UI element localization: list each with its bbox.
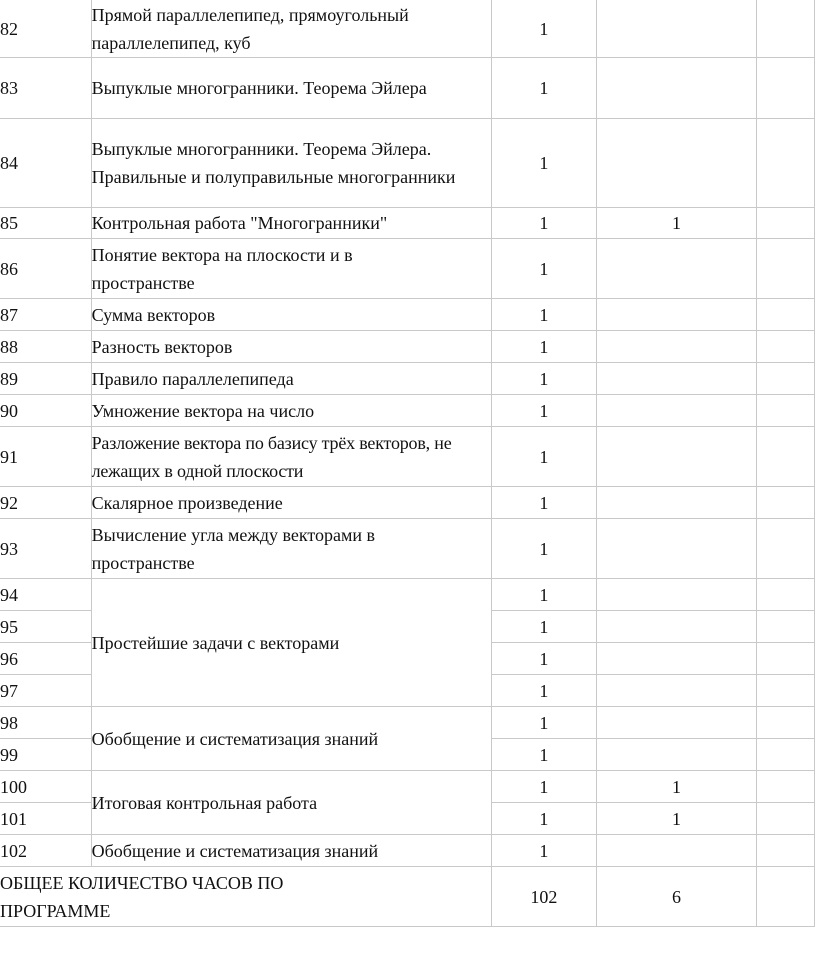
control-cell	[596, 0, 757, 58]
notes-cell	[757, 739, 815, 771]
hours-cell: 1	[492, 427, 596, 487]
row-number: 98	[0, 707, 91, 739]
row-number: 86	[0, 239, 91, 299]
notes-cell	[757, 643, 815, 675]
table-row	[0, 119, 815, 208]
row-number: 94	[0, 579, 91, 611]
lesson-topic: Прямой параллелепипед, прямоугольный параллелепипед, куб	[91, 0, 492, 58]
lesson-topic: Сумма векторов	[91, 299, 492, 331]
control-cell	[596, 58, 757, 119]
table-row	[0, 395, 815, 427]
control-cell	[596, 675, 757, 707]
hours-cell: 1	[492, 239, 596, 299]
control-cell	[596, 487, 757, 519]
notes-cell	[757, 119, 815, 208]
notes-cell	[757, 803, 815, 835]
notes-cell	[757, 299, 815, 331]
notes-cell	[757, 239, 815, 299]
control-cell: 1	[596, 771, 757, 803]
table-row	[0, 208, 815, 239]
table-row	[0, 771, 815, 803]
notes-cell	[757, 771, 815, 803]
control-cell	[596, 299, 757, 331]
hours-cell: 1	[492, 579, 596, 611]
row-number: 90	[0, 395, 91, 427]
row-number: 85	[0, 208, 91, 239]
lesson-topic: Итоговая контрольная работа	[91, 771, 492, 835]
table-row	[0, 707, 815, 739]
table-row	[0, 331, 815, 363]
row-number: 92	[0, 487, 91, 519]
control-cell	[596, 835, 757, 867]
notes-cell	[757, 707, 815, 739]
control-cell	[596, 739, 757, 771]
row-number: 100	[0, 771, 91, 803]
notes-cell	[757, 331, 815, 363]
lesson-topic: Выпуклые многогранники. Теорема Эйлера	[91, 58, 492, 119]
lesson-topic: Умножение вектора на число	[91, 395, 492, 427]
hours-cell: 1	[492, 611, 596, 643]
hours-cell: 1	[492, 487, 596, 519]
notes-cell	[757, 835, 815, 867]
hours-cell: 1	[492, 395, 596, 427]
hours-cell: 1	[492, 803, 596, 835]
lesson-topic: Выпуклые многогранники. Теорема Эйлера. Правильные и полуправильные многогранники	[91, 119, 492, 208]
row-number: 88	[0, 331, 91, 363]
lesson-topic: Разложение вектора по базису трёх векторов, не лежащих в одной плоскости	[91, 427, 492, 487]
lesson-topic: Обобщение и систематизация знаний	[91, 707, 492, 771]
row-number: 102	[0, 835, 91, 867]
lesson-topic: Простейшие задачи с векторами	[91, 579, 492, 707]
table-row	[0, 835, 815, 867]
notes-cell	[757, 867, 815, 927]
table-row	[0, 299, 815, 331]
notes-cell	[757, 427, 815, 487]
hours-cell: 1	[492, 675, 596, 707]
row-number: 83	[0, 58, 91, 119]
hours-cell: 1	[492, 208, 596, 239]
row-number: 97	[0, 675, 91, 707]
row-number: 87	[0, 299, 91, 331]
hours-cell: 1	[492, 58, 596, 119]
control-cell	[596, 119, 757, 208]
lesson-topic: Понятие вектора на плоскости и в пространстве	[91, 239, 492, 299]
table-row	[0, 363, 815, 395]
hours-cell: 1	[492, 519, 596, 579]
hours-cell: 1	[492, 739, 596, 771]
lesson-topic: Скалярное произведение	[91, 487, 492, 519]
notes-cell	[757, 487, 815, 519]
hours-cell: 1	[492, 299, 596, 331]
lesson-topic: Обобщение и систематизация знаний	[91, 835, 492, 867]
control-cell	[596, 707, 757, 739]
hours-cell: 1	[492, 119, 596, 208]
notes-cell	[757, 579, 815, 611]
lesson-topic: Контрольная работа "Многогранники"	[91, 208, 492, 239]
notes-cell	[757, 58, 815, 119]
hours-cell: 1	[492, 363, 596, 395]
notes-cell	[757, 363, 815, 395]
lesson-topic: Правило параллелепипеда	[91, 363, 492, 395]
row-number: 82	[0, 0, 91, 58]
control-cell	[596, 579, 757, 611]
total-control: 6	[596, 867, 757, 927]
row-number: 96	[0, 643, 91, 675]
notes-cell	[757, 208, 815, 239]
control-cell	[596, 363, 757, 395]
table-row	[0, 58, 815, 119]
control-cell	[596, 427, 757, 487]
notes-cell	[757, 519, 815, 579]
total-row	[0, 867, 815, 927]
row-number: 99	[0, 739, 91, 771]
control-cell: 1	[596, 208, 757, 239]
table-row	[0, 579, 815, 611]
hours-cell: 1	[492, 643, 596, 675]
control-cell	[596, 331, 757, 363]
notes-cell	[757, 611, 815, 643]
table-row	[0, 427, 815, 487]
hours-cell: 1	[492, 331, 596, 363]
hours-cell: 1	[492, 771, 596, 803]
control-cell	[596, 643, 757, 675]
hours-cell: 1	[492, 707, 596, 739]
notes-cell	[757, 0, 815, 58]
control-cell	[596, 611, 757, 643]
total-label: ОБЩЕЕ КОЛИЧЕСТВО ЧАСОВ ПО ПРОГРАММЕ	[0, 867, 492, 927]
row-number: 101	[0, 803, 91, 835]
notes-cell	[757, 675, 815, 707]
table-row	[0, 519, 815, 579]
row-number: 95	[0, 611, 91, 643]
row-number: 84	[0, 119, 91, 208]
table-row	[0, 0, 815, 58]
control-cell	[596, 519, 757, 579]
row-number: 89	[0, 363, 91, 395]
table-row	[0, 487, 815, 519]
control-cell	[596, 395, 757, 427]
row-number: 93	[0, 519, 91, 579]
table-row	[0, 239, 815, 299]
hours-cell: 1	[492, 835, 596, 867]
lesson-topic: Вычисление угла между векторами в пространстве	[91, 519, 492, 579]
total-hours: 102	[492, 867, 596, 927]
control-cell: 1	[596, 803, 757, 835]
hours-cell: 1	[492, 0, 596, 58]
row-number: 91	[0, 427, 91, 487]
control-cell	[596, 239, 757, 299]
notes-cell	[757, 395, 815, 427]
lesson-topic: Разность векторов	[91, 331, 492, 363]
